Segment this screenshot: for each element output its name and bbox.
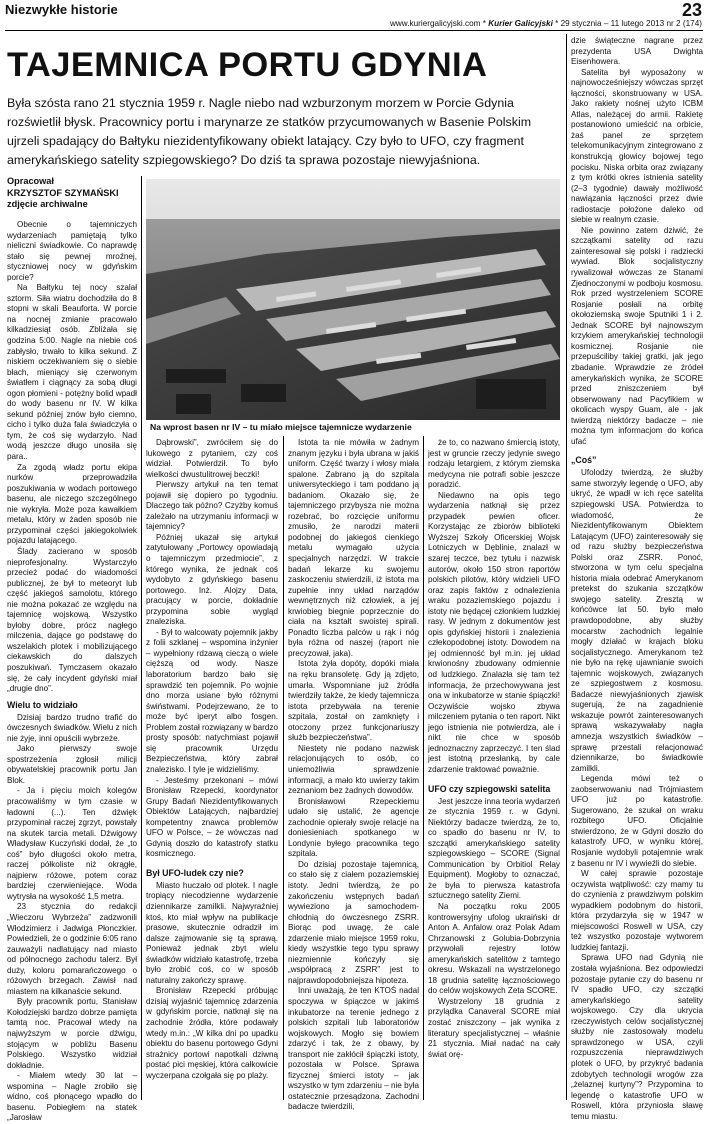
photo-caption: Na wprost basen nr IV – tu miało miejsce tajemnicze wydarzenie <box>150 422 412 432</box>
paragraph: - Był to walcowaty pojemnik jakby z folii szklanej – wspomina inżynier – wypełniony rdzawą cieczą o wiele cięższą od wody. Nasze laboratorium bardzo bało się sprawdzić ten pojemnik. Po wojnie dno morza usiane było różnymi świństwami. Podejrzewano, że to może być iperyt albo fosgen. Problem został rozwiązany w bardzo prosty sposób: natychmiast pojawił się pracownik Urzędu Bezpieczeństwa, który zabrał znalezisko. I tyle je widzieliśmy. <box>146 627 278 774</box>
paragraph: Wystrzelony 18 grudnia z przylądka Canaveral SCORE miał zostać zniszczony – jak wynika z literatury specjalistycznej – właśnie 21 stycznia. Miał nadać na cały świat orę- <box>428 996 560 1059</box>
running-header <box>390 19 702 28</box>
paragraph: Niedawno na opis tego wydarzenia natknął się przez przypadek pewien oficer. Korzystając ze zbiorów biblioteki Wyższej Szkoły Oficerskiej Wojsk Lotniczych w Dęblinie, znalazł w szarej teczce, bez tytułu i nazwisk autorów, około 150 stron raportów polskich pilotów, który widzieli UFO oraz zapis faktów z odnalezienia wraku pozaziemskiego pojazdu i istoty nie będącej członkiem ludzkiej rasy. W jednym z dokumentów jest opis gdyńskiej historii i znalezienia człekopodobnej istoty. Dowodem na jej odmienność był m.in. jej układ krwionośny zbudowany odmiennie od ludzkiego. Znalazła się tam też informacja, że przechowywana jest ona w inkubatorze w stanie śpiączki! Oczywiście wojsko zbywa milczeniem pytania o ten raport. Nikt jego istnienia nie potwierdza, ale i nikt nie chce w sposób jednoznaczny zaprzeczyć. I ten ślad jest istotną przesłanką, by cale zdarzenie traktować poważnie. <box>428 490 560 774</box>
subheading-ufo-ludek: Był UFO-ludek czy nie? <box>146 867 244 878</box>
issue-info: * 29 stycznia – 11 lutego 2013 nr 2 (174) <box>552 19 702 28</box>
paragraph: W całej sprawie pozostaje oczywista wątpliwość: czy mamy tu do czynienia z prawdziwym polskim wypadkiem podobnym do historii, która przydarzyła się w 1947 w miejscowości Roswell w USA, czy też wszystko pozostaje wytworem ludzkiej fantazji. <box>571 869 703 952</box>
header-rule <box>5 30 703 31</box>
paragraph: Sprawa UFO nad Gdynią nie została wyjaśniona. Bez odpowiedzi pozostaje pytanie czy do basenu nr IV spadło UFO, czy szczątki amerykańskiego satelity wojskowego. Czy dla ukrycia rzeczywistych celów socjalistycznej służby nie zastosowały modelu sprawdzonego w USA, czyli rozpuszczenia nieprawdziwych plotek o UFO, by przykryć badania zdobytych technologii wrogów zza „żelaznej kurtyny”? Przypomina to legendę o katastrofie UFO w Roswell, która przyniosła sławę temu miastu. <box>571 953 703 1121</box>
text-column-5 <box>571 36 703 1121</box>
paragraph: Legenda mówi też o zaobserwowaniu nad Trójmiastem UFO już po katastrofie. Sugerowano, że szukał on wraku rozbitego UFO. Oficjalnie stwierdzono, że w Gdyni doszło do katastrofy UFO, w wyniku której, Rosjanie wydobyli potajemnie wrak z basenu nr IV i wywieźli do siebie. <box>571 774 703 868</box>
byline-label: Opracował <box>7 176 54 186</box>
paragraph: Dzisiaj bardzo trudno trafić do ówczesnych świadków. Wielu z nich nie żyje, inni opuścili wybrzeże. <box>7 712 137 743</box>
page-number: 23 <box>681 0 702 20</box>
paragraph: - Miałem wtedy 30 lat – wspomina – Nagle zrobiło się widno, coś płonącego wpadło do basenu. Pobiegłem na statek „Jarosław <box>7 1071 137 1123</box>
byline <box>7 176 137 211</box>
column-divider <box>423 436 424 1100</box>
publication-name: Kurier Galicyjski <box>488 19 553 28</box>
author-name: KRZYSZTOF SZYMAŃSKI <box>7 187 119 198</box>
photo-credit: zdjęcie archiwalne <box>7 199 88 209</box>
article-lead: Była szósta rano 21 stycznia 1959 r. Nagle niebo nad wzburzonym morzem w Porcie Gdynia rozświetlił błysk. Pracownicy portu i marynarze ze statków przycumowanych w Basenie Polskim ujrzeli spadający do Bałtyku niezidentyfikowany obiekt latający. Czy było to UFO, czy fragment amerykańskiego satelity szpiegowskiego? Do dziś ta sprawa pozostaje niewyjaśniona. <box>7 96 532 167</box>
paragraph: że to, co nazwano śmiercią istoty, jest w gruncie rzeczy jedynie swego rodzaju letargiem, z którym ziemska medycyna nie potrafi sobie jeszcze poradzić. <box>428 438 560 490</box>
column-divider <box>566 34 567 1100</box>
paragraph: dzie świąteczne nagrane przez prezydenta USA Dwighta Eisenhowera. <box>571 36 703 67</box>
paragraph: Później ukazał się artykuł zatytułowany „Portowcy opowiadają o tajemniczym przedmiocie”, z którego wynika, że jednak coś wydobyto z gdyńskiego basenu portowego. Inż. Alojzy Data, pracujący w porcie, dokładnie przypomina sobie wygląd znaleziska. <box>146 532 278 627</box>
port-photo <box>146 179 560 420</box>
paragraph: - Jesteśmy przekonani – mówi Bronisław Rzepecki, koordynator Grupy Badań Niezidentyfikowanych Obiektów Latających, najbardziej kompetentny znawca problemów UFO w Polsce, – że wówczas nad Gdynią doszło do katastrofy statku kosmicznego. <box>146 775 278 859</box>
article-title: TAJEMNICA PORTU GDYNIA <box>7 46 488 84</box>
paragraph: Bronisławowi Rzepeckiemu udało się ustalić, że agencje zachodnie opierały swoje relacje na doniesieniach spotkanego w Londynie byłego pracownika tego szpitala. <box>288 796 419 859</box>
text-column-4 <box>428 438 560 1100</box>
column-divider <box>141 176 142 1100</box>
section-title: Niezwykłe historie <box>5 2 118 17</box>
paragraph: Były pracownik portu, Stanisław Kołodziejski bardzo dobrze pamięta tamtą noc. Pracował wtedy na najwyższym w porcie dźwigu, stojącym w pobliżu Basenu Polskiego. Wszystko widział dokładnie. <box>7 997 137 1070</box>
text-column-3 <box>288 438 419 1112</box>
paragraph: Bronisław Rzepecki próbując dzisiaj wyjaśnić tajemnicę zdarzenia w gdyńskim porcie, natknął się na zachodnie źródła, które podawały wtedy m.in.: „W kilka dni po upadku obiektu do basenu portowego Gdyni strażnicy portowi napotkali dziwną postać pici męskiej, która całkowicie wyczerpana czołgała się po plaży. <box>146 986 278 1080</box>
paragraph: Inni uważają, że ten KTOŚ nadal spoczywa w śpiączce w jakimś inkubatorze na terenie jednego z polskich szpitali lub laboratoriów wojskowych. Mogło się bowiem zdarzyć i tak, że z obawy, by transport nie zakłócił śpiączki istoty, pozostała w Polsce. Sprawa fizycznej śmierci istoty – jak wszystko w tym zdarzeniu – nie była ostatecznie przesądzona. Zachodni badacze twierdzili, <box>288 986 419 1112</box>
paragraph: Istota ta nie mówiła w żadnym znanym języku i była ubrana w jakiś uniform. Część twarzy i włosy miała spalone. Zabrano ją do szpitala uniwersyteckiego i tam poddano ją badaniom. Okazało się, że tajemniczego przybysza nie można rozebrać, bo rozcięcie uniformu zmusiło, że narodzi materii podobnej do jakiegoś cienkiego metalu wymagało użycia specjalnych narzędzi. W trakcie badań lekarze ku swojemu zaskoczeniu stwierdzili, iż istota ma zupełnie inny układ narządów wewnętrznych niż człowiek, a jej krwiobieg biegnie poprzecznie do ciała na kształt swoistej spirali. Ponadto liczba palców u rąk i nóg była różna od naszej (raport nie precyzował, jaka). <box>288 438 419 658</box>
paragraph: Jest jeszcze inna teoria wydarzeń ze stycznia 1959 r. w Gdyni. Niektórzy badacze twierdzą, że to, co spadło do basenu nr IV, to szczątki amerykańskiego satelity szpiegowskiego – SCORE (Signal Communication by Orbitiol Relay Equipment). Mogłoby to oznaczać, że była to pierwsza katastrofa sztucznego satelity Ziemi. <box>428 796 560 901</box>
text-column-1 <box>7 220 137 1123</box>
subheading-cos: „Coś” <box>571 455 597 466</box>
paragraph: Do dzisiaj pozostaje tajemnicą, co stało się z ciałem pozaziemskiej istoty. Jedni twierdzą, że po zakończeniu wstępnych badań wywieziono ja samochodem-chłodnią do ówczesnego ZSRR. Biorąc pod uwagę, że cale zdarzenie miało miejsce 1959 roku, kiedy wszystkie tego typu sprawy niezmiennie kończyły się „współpracą z ZSRR” jest to najprawdopodobniejsza hipoteza. <box>288 859 419 985</box>
website-url[interactable]: www.kuriergalicyjski.com * <box>389 19 489 28</box>
paragraph: Dąbrowski”, zwróciłem się do lukowego z pytaniem, czy coś widział. Potwierdził. To było wielkości dwustulitrowej beczki! <box>146 438 278 479</box>
paragraph: Ufolodzy twierdzą, że służby same stworzyły legendę o UFO, aby ukryć, że wpadł w ich ręce satelita szpiegowski USA. Potwierdza to wiadomość, że Niezidentyfikowanym Obiektem Latającym (UFO) zainteresowały się od razu służby bezpieczeństwa Polski oraz ZSRR. Ponoć, stworzona w tym celu specjalna historia miała odebrać Amerykanom pretekst do szukania szczątków swojego satelity. Zresztą w końcówce lat 50. było mało prawdopodobne, aby służby mocarstw zachodnich legalnie mogły działać w krajach bloku socjalistycznego. Amerykanom też nie było na rękę ujawnianie swoich tajemnic wojskowych, związanych ze szpiegostwem z kosmosu. Badacze niewyjaśnionych zjawisk sugerują, że na zagadnienie wskazuje powrót zainteresowanych sprawą wskazywałaby nagła amnezja wszystkich świadków – sprawę przestali relacjonować dziennikarze, bo świadkowie zamilkli. <box>571 468 703 773</box>
paragraph: Niestety nie podano nazwisk relacjonujących to osób, co uniemożliwia sprawdzenie informacji, a mało kto uwierzy takim zeznaniom bez żadnych dowodów. <box>288 743 419 796</box>
subheading-spy-satellite: UFO czy szpiegowski satelita <box>428 783 551 794</box>
paragraph: Miasto huczało od plotek. I nagle tropiący niecodzienne wydarzenie dziennikarze zamilkli. Najwyraźniej ktoś, kto miał wpływ na publikacje prasowe, skutecznie odradził im dalsze zajmowanie się tą sprawą. Ponieważ jednak zbyt wielu świadków widziało katastrofę, trzeba było zrobić coś, co w sposób naturalny zakończy sprawę. <box>146 880 278 985</box>
paragraph: - Ja i pięciu moich kolegów pracowaliśmy w tym czasie w ładowni (...). Ten dźwięk przypominał raczej zgrzyt, powstały na skutek tarcia metali. Dźwigowy Władysław Kuczyński dodał, że „to coś” było długości około metra, raczej półkoliste niż okrągłe, najpierw różowe, potem coraz bardziej czerwieniejące. Woda wytrysła na wysokość 1,5 metra. <box>7 786 137 901</box>
paragraph: Istota żyła dopóty, dopóki miała na ręku bransoletę. Gdy ją zdjęto, umarła. Wspomniane już źródła twierdziły także, że kiedy tajemnicza istota przebywała na terenie szpitala, został on zamknięty i otoczony przez funkcjonariuszy służb bezpieczeństwa”. <box>288 659 419 743</box>
paragraph: Za zgodą władz portu ekipa nurków przeprowadziła poszukiwania w wodach portowego basenu, ale niczego szczególnego nie wykryła. Może poza kawałkiem metalu, który w żaden sposób nie przypominał części jakiegokolwiek pojazdu latającego. <box>7 462 137 546</box>
paragraph: Na Bałtyku tej nocy szalał sztorm. Siła wiatru dochodziła do 8 stopni w skali Beauforta. W porcie na nocnej zmianie pracowało kilkadziesiąt osób. Zbliżała się godzina 5:00. Nagle na niebie coś zabłysło, trwało to kilka sekund. Z niskiem oczekiwaniem się o siebie błach, mieniący się czerwonym światłem i ciągnący za sobą długi ogon płomieni - potężny bolid wpadł do wody basenu nr IV. W kilka sekund później znów było ciemno, cicho i tylko duża fala świadczyła o tym, że coś się wydarzyło. Nad wodą jeszcze długo unosiła się para.. <box>7 283 137 462</box>
paragraph: Pierwszy artykuł na ten temat pojawił się dopiero po tygodniu. Dlaczego tak późno? Czyżby komuś zależało na utrzymaniu informacji w tajemnicy? <box>146 480 278 532</box>
paragraph: Satelita był wyposażony w najnowocześniejszy wówczas sprzęt łączności, skonstruowany w USA. Jako rakiety nośnej użyto ICBM Atlas, należącej do armii. Rakietę postanowiono umieścić na orbicie, żaś panel ze sprzętem telekomunikacyjnym zintegrowano z konstrukcją głowicy bojowej tego pocisku. Niska orbita oraz związany z tym krótki okres istnienia satelity (2–3 tygodnie) dawały możliwość nawiązania łączności przez dwie radiostacje położone daleko od siebie w realnym czasie. <box>571 67 703 225</box>
paragraph: Obecnie o tajemniczych wydarzeniach pamiętają tylko nieliczni świadkowie. Co naprawdę stało się pewnej mroźnej, styczniowej nocy w gdyńskim porcie? <box>7 220 137 282</box>
aerial-port-image <box>146 179 560 420</box>
paragraph: 23 stycznia do redakcji „Wieczoru Wybrzeża” zadzwonili Włodzimierz i Jadwiga Płonczkier. Powiedzieli, że o godzinie 6:05 rano zauważyli nadlatujący nad miasto od północnego zachodu talerz. Był duży, koloru pomarańczowego o różowych brzegach. Zawisł nad miastem na kilkanaście sekund. <box>7 902 137 996</box>
paragraph: Na początku roku 2005 kontrowersyjny ufolog ukraiński dr Anton A. Anfalow oraz Polak Adam Chrzanowski z Golubia-Dobrzynia przywołali rejestry lotów amerykańskich satelitów z tamtego okresu. Wskazali na wystrzelonego 18 grudnia satelitę łącznościowego do celów wojskowych Zeta SCORE. <box>428 901 560 996</box>
subheading-witnesses: Wielu to widziało <box>7 699 78 710</box>
paragraph: Jako pierwszy swoje spostrzeżenia zgłosił milicji obywatelskiej pracownik portu Jan Blok. <box>7 744 137 785</box>
column-divider <box>283 436 284 1100</box>
paragraph: Nie powinno zatem dziwić, że szczątkami satelity od razu zainteresował się polski i radziecki wywiad. Blok socjalistyczny rywalizował wówczas ze Stanami Zjednoczonymi w podboju kosmosu. Rok przed wystrzeleniem SCORE Rosjanie posłali na orbitę okołoziemską swoje Sputniki 1 i 2. Jednak SCORE był najnowszym krzykiem amerykańskiej technologii kosmicznej. Rosjanie nie przepuściliby takiej gratki, jak jego zbadanie. Wprawdzie ze źródeł amerykańskich wynika, że SCORE przed zniszczeniem był obserwowany nad Pacyfikiem w okolicach wyspy Guam, ale - jak twierdzą niektórzy badacze – nie można tym informacjom do końca ufać <box>571 225 703 446</box>
text-column-2 <box>146 438 278 1100</box>
paragraph: Ślady zacierano w sposób nieprofesjonalny. Wystarczyło przecież podać do wiadomości publicznej, że był to meteoryt lub część jakiegoś samolotu, którego nie można pokazać ze względu na tajemnicę wojskową. Wszystko byłoby dobre, prócz nagłego milczenia, dające go podstawę do wszelakich plotek i mobilizującego ciekawskich do dalszych poszukiwań. Tymczasem okazało się, że cały incydent gdyński miał „drugie dno”. <box>7 546 137 694</box>
page-header <box>0 0 708 30</box>
